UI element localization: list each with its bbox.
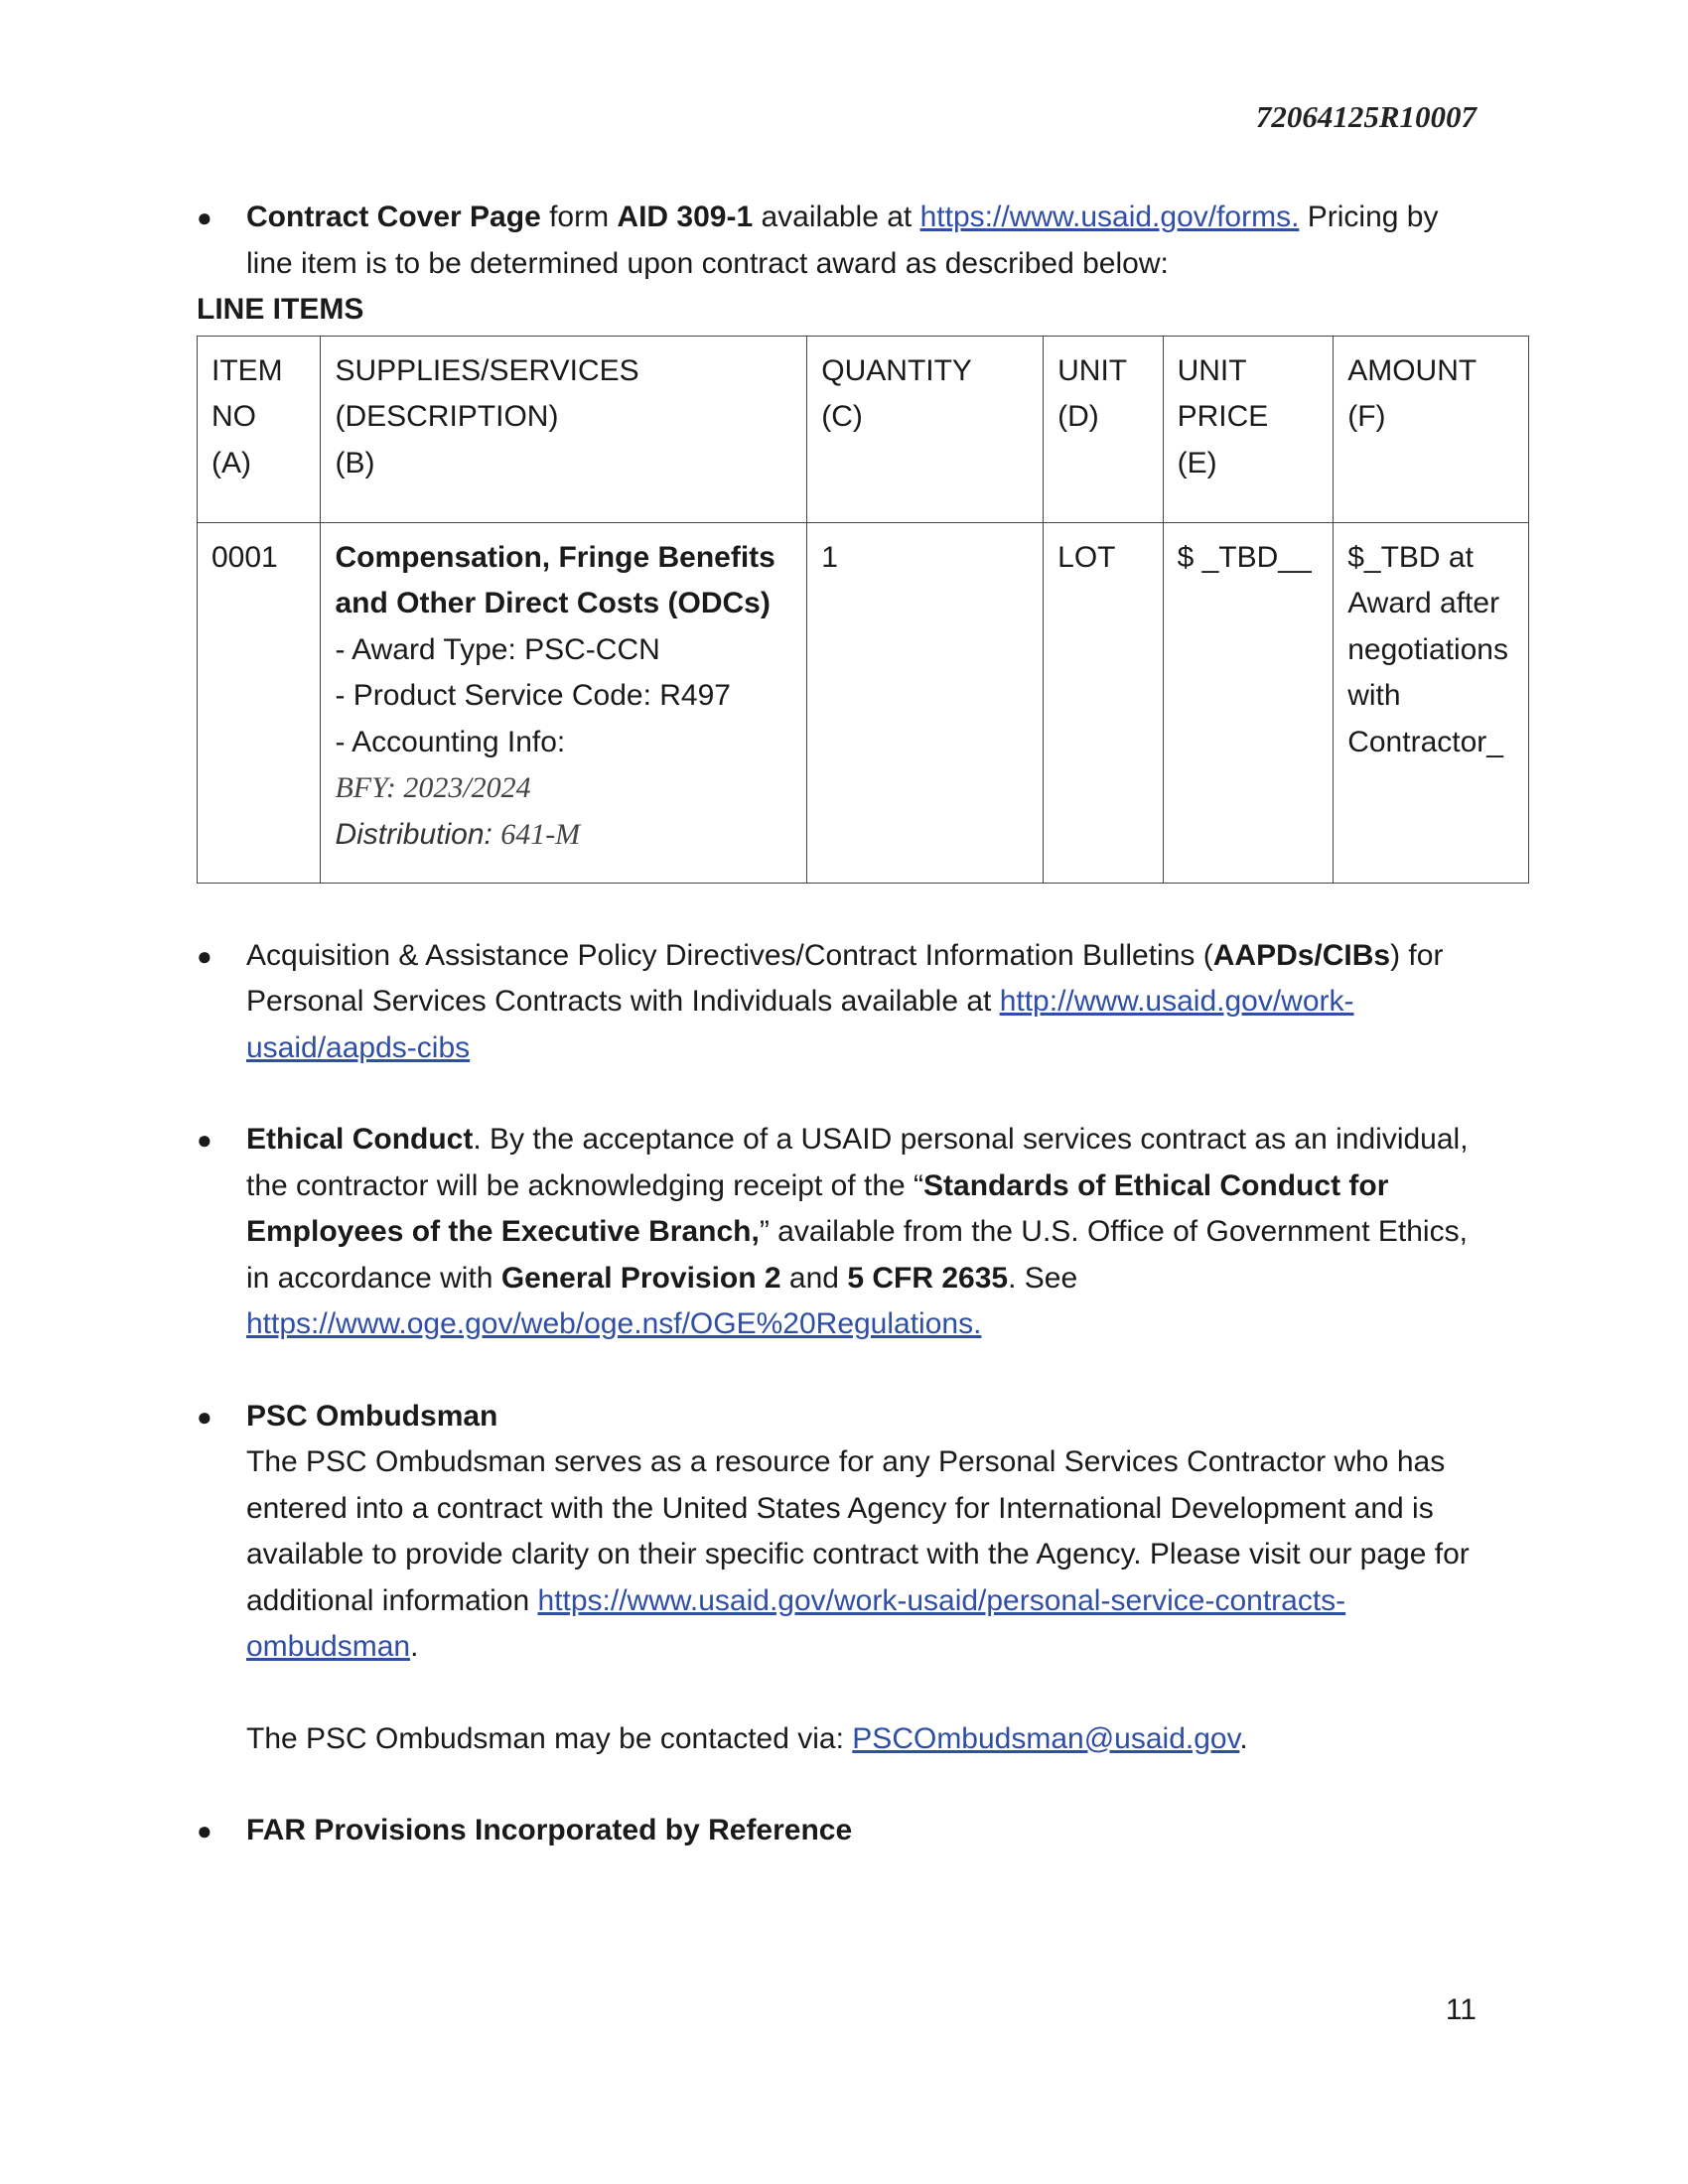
cover-page-bullet: [197, 195, 1477, 287]
header-description: SUPPLIES/SERVICES (DESCRIPTION) (B): [321, 336, 807, 522]
line-items-title: LINE ITEMS: [197, 293, 364, 326]
bullet-icon: ●: [197, 940, 212, 971]
cell-description: Compensation, Fringe Benefits and Other Direct Costs (ODCs) - Award Type: PSC-CCN - Product Service Code: R497 - Accounting Info: BFY: 2023/2024 Distribution: 641-M: [321, 522, 807, 883]
bullet-icon: ●: [197, 1401, 212, 1432]
ombudsman-email-link[interactable]: PSCOmbudsman@usaid.gov: [852, 1721, 1240, 1755]
bullet-icon: ●: [197, 1816, 212, 1845]
aapd-bullet: [197, 933, 1477, 1072]
bfy-text: BFY: 2023/2024: [335, 771, 531, 804]
forms-link[interactable]: https://www.usaid.gov/forms.: [919, 201, 1300, 233]
header-unit-price: UNIT PRICE (E): [1163, 336, 1334, 522]
header-amount: AMOUNT (F): [1334, 336, 1529, 522]
table-row: [198, 522, 1529, 883]
ethics-text: Ethical Conduct. By the acceptance of a USAID personal services contract as an individual, the contractor will be acknowledging receipt of the “Standards of Ethical Conduct for Employees of the Executive Branch,” available from the U.S. Office of Government Ethics, in accordance with General Provision 2 and 5 CFR 2635. See https://www.oge.gov/web/oge.nsf/OGE%20Regulations.: [246, 1123, 1469, 1340]
oge-regulations-link[interactable]: https://www.oge.gov/web/oge.nsf/OGE%20Regulations.: [246, 1307, 982, 1340]
line-items-table: [197, 336, 1529, 884]
cell-unit: LOT: [1044, 522, 1163, 883]
cell-item-no: 0001: [198, 522, 321, 883]
bullet-icon: ●: [197, 203, 212, 232]
ombudsman-bullet: [197, 1394, 1477, 1763]
header-item-no: ITEM NO (A): [198, 336, 321, 522]
page-number: 11: [1445, 1993, 1477, 2026]
table-header-row: [198, 336, 1529, 522]
cover-page-text: Contract Cover Page form AID 309-1 available at https://www.usaid.gov/forms. Pricing by line item is to be determined upon contract award as described below:: [246, 201, 1439, 280]
bullet-icon: ●: [197, 1125, 212, 1155]
aapds-cibs-link[interactable]: http://www.usaid.gov/work-usaid/aapds-cibs: [246, 985, 1354, 1064]
cell-quantity: 1: [807, 522, 1044, 883]
cell-amount: $_TBD at Award after negotiations with Contractor_: [1334, 522, 1529, 883]
far-title: FAR Provisions Incorporated by Reference: [246, 1814, 853, 1846]
document-id: 72064125R10007: [1255, 99, 1477, 134]
aapd-text: Acquisition & Assistance Policy Directives/Contract Information Bulletins (AAPDs/CIBs) for Personal Services Contracts with Individuals available at http://www.usaid.gov/work-usaid/aapds-cibs: [246, 938, 1444, 1064]
header-unit: UNIT (D): [1044, 336, 1163, 522]
ombudsman-title: PSC Ombudsman: [246, 1399, 498, 1433]
header-quantity: QUANTITY (C): [807, 336, 1044, 522]
cell-unit-price: $ _TBD__: [1163, 522, 1334, 883]
ombudsman-link[interactable]: https://www.usaid.gov/work-usaid/personal-service-contracts-ombudsman: [246, 1583, 1346, 1663]
ethics-bullet: [197, 1117, 1477, 1348]
page-content: [197, 195, 1508, 1854]
far-bullet: [197, 1808, 1477, 1854]
ombudsman-contact: The PSC Ombudsman may be contacted via: PSCOmbudsman@usaid.gov.: [246, 1721, 1248, 1755]
ombudsman-paragraph: The PSC Ombudsman serves as a resource for any Personal Services Contractor who has entered into a contract with the United States Agency for International Development and is available to provide clarity on their specific contract with the Agency. Please visit our page for additional information https://www.usaid.gov/work-usaid/personal-service-contracts-ombudsman.: [246, 1445, 1470, 1663]
